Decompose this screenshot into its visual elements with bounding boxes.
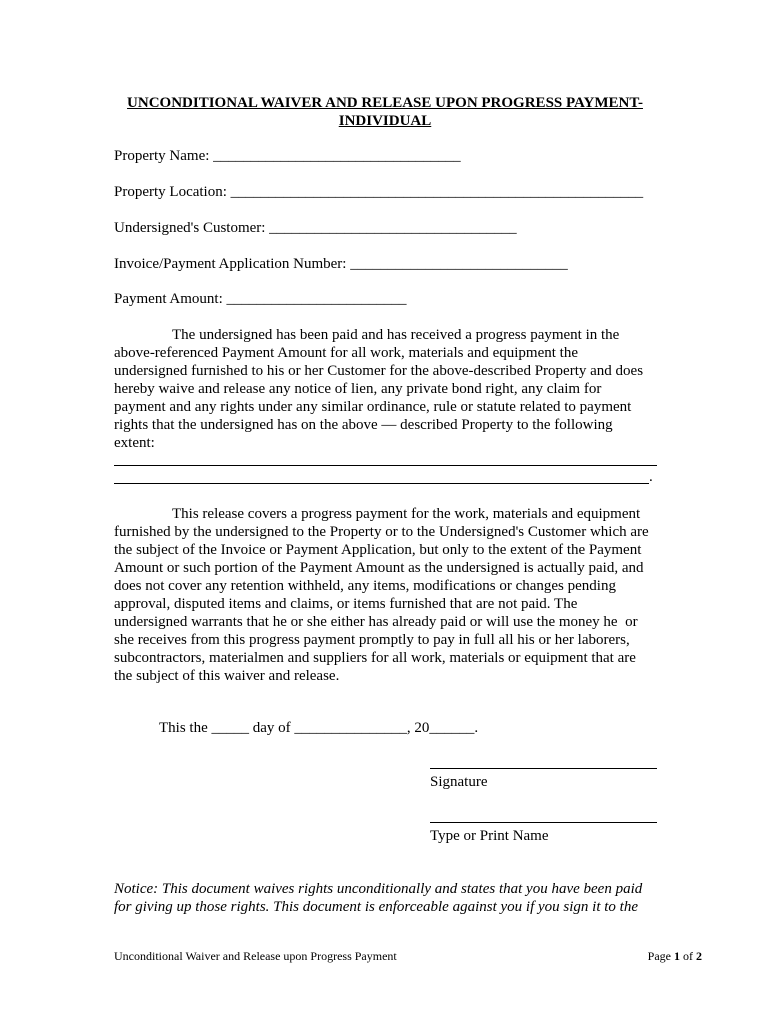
print-name-line[interactable] — [430, 822, 657, 823]
date-line[interactable]: This the _____ day of _______________, 20______. — [159, 720, 479, 736]
release-line: she receives from this progress payment promptly to pay in full all his or her laborers, — [114, 632, 630, 648]
page-current: 1 — [674, 949, 680, 963]
release-line: the subject of this waiver and release. — [114, 668, 340, 684]
release-line: Amount or such portion of the Payment Amount as the undersigned is actually paid, and — [114, 560, 644, 576]
print-name-label: Type or Print Name — [430, 828, 549, 844]
release-line: approval, disputed items and claims, or items furnished that are not paid. The — [114, 596, 578, 612]
property-name-field[interactable]: Property Name: _________________________________ — [114, 148, 461, 164]
footer-document-name: Unconditional Waiver and Release upon Progress Payment — [114, 949, 397, 963]
payment-amount-field[interactable]: Payment Amount: ________________________ — [114, 291, 407, 307]
invoice-number-field[interactable]: Invoice/Payment Application Number: _____________________________ — [114, 256, 568, 272]
waiver-line: undersigned furnished to his or her Customer for the above-described Property and does — [114, 363, 644, 379]
title-line-1: UNCONDITIONAL WAIVER AND RELEASE UPON PROGRESS PAYMENT- — [127, 95, 643, 111]
document-title — [100, 94, 670, 130]
waiver-line: payment and any rights under any similar ordinance, rule or statute related to payment — [114, 399, 632, 415]
page-word: Page — [647, 949, 674, 963]
notice-line: Notice: This document waives rights unconditionally and states that you have been paid — [114, 881, 643, 897]
release-line: furnished by the undersigned to the Property or to the Undersigned's Customer which are — [114, 524, 649, 540]
signature-line[interactable] — [430, 768, 657, 769]
waiver-line: extent: — [114, 435, 155, 451]
release-line: does not cover any retention withheld, any items, modifications or changes pending — [114, 578, 616, 594]
release-line: the subject of the Invoice or Payment Application, but only to the extent of the Payment — [114, 542, 642, 558]
customer-field[interactable]: Undersigned's Customer: _________________________________ — [114, 220, 517, 236]
release-paragraph — [114, 505, 662, 685]
footer-page-number — [648, 949, 702, 963]
waiver-line: rights that the undersigned has on the above — described Property to the following — [114, 417, 613, 433]
notice-line: for giving up those rights. This document is enforceable against you if you sign it to the — [114, 899, 638, 915]
property-location-field[interactable]: Property Location: _______________________________________________________ — [114, 184, 644, 200]
extent-period: . — [649, 469, 653, 485]
signature-label: Signature — [430, 774, 488, 790]
title-line-2: INDIVIDUAL — [338, 113, 432, 129]
waiver-line: hereby waive and release any notice of lien, any private bond right, any claim for — [114, 381, 602, 397]
extent-blank-line-1[interactable] — [114, 465, 657, 466]
page-total: 2 — [696, 949, 702, 963]
release-line: This release covers a progress payment for the work, materials and equipment — [172, 506, 641, 522]
page-of: of — [680, 949, 696, 963]
extent-blank-line-2[interactable] — [114, 483, 649, 484]
release-line: undersigned warrants that he or she either has already paid or will use the money he or — [114, 614, 638, 630]
release-line: subcontractors, materialmen and suppliers for all work, materials or equipment that are — [114, 650, 636, 666]
waiver-line: The undersigned has been paid and has received a progress payment in the — [172, 327, 620, 343]
waiver-line: above-referenced Payment Amount for all work, materials and equipment the — [114, 345, 579, 361]
waiver-paragraph — [114, 326, 662, 452]
notice-text — [114, 880, 674, 916]
